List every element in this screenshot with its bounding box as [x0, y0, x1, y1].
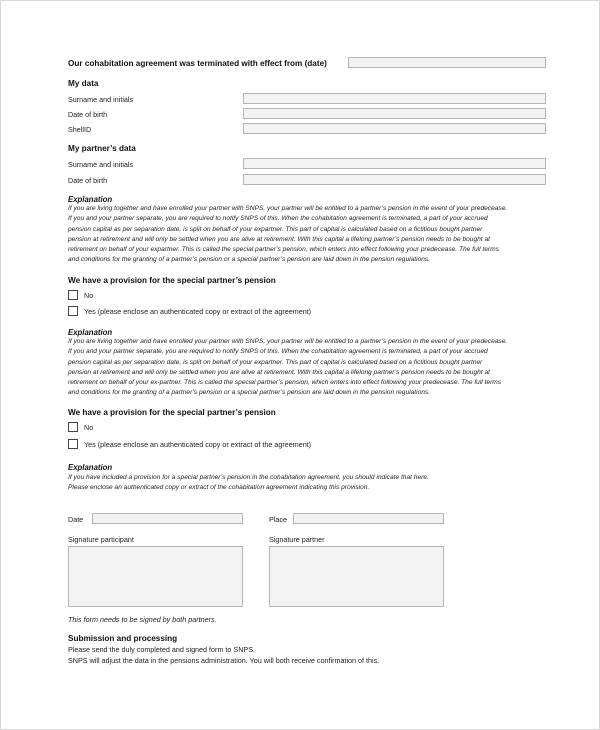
- submission-heading: Submission and processing: [68, 634, 178, 643]
- partner-dob-label: Date of birth: [68, 176, 108, 185]
- explanation-3-text: If you have included a provision for a special partner’s pension in the cohabitation agreement, you should indicate that here. Please enclose an authenticated copy or extract of the cohabitation agreement indicating this provision.: [68, 474, 429, 492]
- provision-2-yes-checkbox[interactable]: [68, 439, 78, 449]
- explanation-1-text: If you are living together and have enrolled your partner with SNPS, your partner will be entitled to a partner’s pension in the event of your predecease. If you and your partner separate, you are required to notify SNPS of this. When the cohabitation agreement is terminated, a part of your accrued pension capital as per separation date, is split on behalf of your expartner. This part of capital is calculated based on a fictitious bought partner pension at retirement and will only be settled when you are alive at retirement. With this capital a lifelong partner’s pension needs to be bought at retirement on behalf of your expartner. This is called the special partner’s pension, which enters into effect following your predecease. The full terms and conditions for the granting of a partner’s pension or a special partner’s pension are laid down in the pension regulations.: [68, 205, 508, 264]
- my-data-heading: My data: [68, 79, 99, 88]
- my-dob-field[interactable]: [243, 108, 546, 119]
- provision-2-no-label: No: [84, 423, 94, 432]
- my-surname-label: Surname and initials: [68, 95, 134, 104]
- submission-text: Please send the duly completed and signed form to SNPS. SNPS will adjust the data in the pensions administration. You will both receive confirmation of this.: [68, 645, 380, 665]
- explanation-1-heading: Explanation: [68, 195, 113, 204]
- signature-partner-box[interactable]: [269, 546, 444, 607]
- date-field[interactable]: [92, 513, 243, 524]
- my-surname-field[interactable]: [243, 93, 546, 104]
- explanation-3-heading: Explanation: [68, 463, 113, 472]
- signature-note: This form needs to be signed by both partners.: [68, 615, 217, 624]
- partner-dob-field[interactable]: [243, 174, 546, 185]
- provision-1-heading: We have a provision for the special partner’s pension: [68, 276, 276, 285]
- explanation-2-heading: Explanation: [68, 328, 113, 337]
- partner-surname-field[interactable]: [243, 158, 546, 169]
- provision-2-yes-label: Yes (please enclose an authenticated copy or extract of the agreement): [84, 440, 312, 449]
- shellid-label: ShellID: [68, 125, 92, 134]
- explanation-2-text: If you are living together and have enrolled your partner with SNPS, your partner will be entitled to a partner’s pension in the event of your predecease. If you and your partner separate, you are required to notify SNPS of this. When the cohabitation agreement is terminated, a part of your accrued pension capital as per separation date, is split on behalf of your expartner. This part of capital is calculated based on a fictitious bought partner pension at retirement and will only be settled when you are alive at retirement. With this capital a lifelong partner’s pension needs to be bought at retirement on behalf of your ex-partner. This is called the special partner’s pension, which enters into effect following your predecease. The full terms and conditions for the granting of a partner’s pension or a special partner’s pension are laid down in the pension regulations.: [68, 338, 508, 397]
- place-field[interactable]: [293, 513, 444, 524]
- provision-1-no-checkbox[interactable]: [68, 290, 78, 300]
- provision-1-yes-checkbox[interactable]: [68, 306, 78, 316]
- date-label: Date: [68, 515, 84, 524]
- signature-participant-box[interactable]: [68, 546, 243, 607]
- partner-surname-label: Surname and initials: [68, 160, 134, 169]
- shellid-field[interactable]: [243, 123, 546, 134]
- provision-2-heading: We have a provision for the special partner’s pension: [68, 408, 276, 417]
- termination-date-field[interactable]: [348, 57, 546, 68]
- provision-1-no-label: No: [84, 291, 94, 300]
- termination-label: Our cohabitation agreement was terminated with effect from (date): [68, 59, 327, 68]
- signature-partner-label: Signature partner: [269, 535, 325, 544]
- provision-2-no-checkbox[interactable]: [68, 422, 78, 432]
- signature-participant-label: Signature participant: [68, 535, 134, 544]
- my-dob-label: Date of birth: [68, 110, 108, 119]
- partner-data-heading: My partner’s data: [68, 144, 136, 153]
- place-label: Place: [269, 515, 287, 524]
- provision-1-yes-label: Yes (please enclose an authenticated copy or extract of the agreement): [84, 307, 312, 316]
